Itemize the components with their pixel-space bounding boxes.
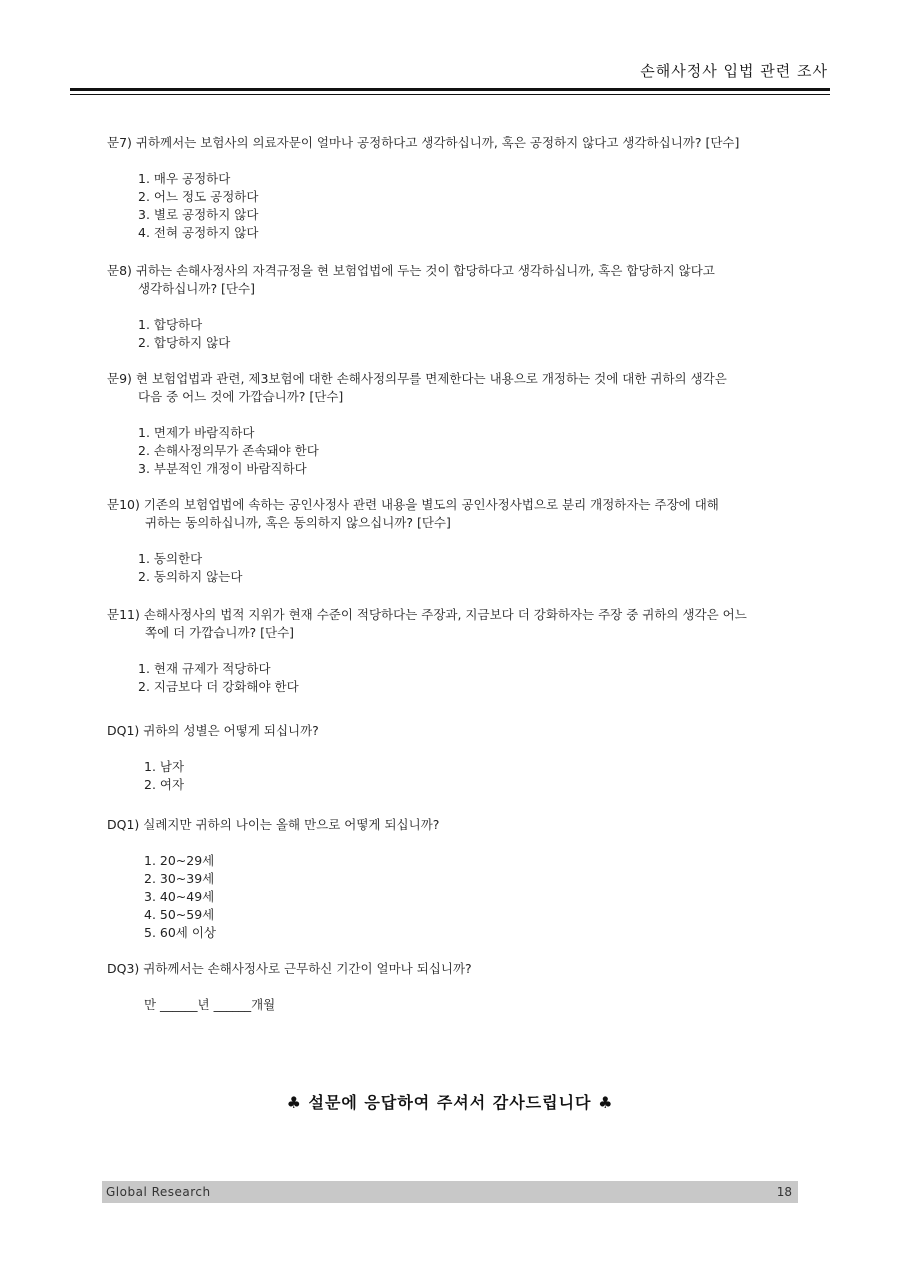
question-block [107, 816, 807, 940]
question-number: DQ1) [107, 817, 140, 832]
answer-option: 1. 남자 [144, 759, 185, 774]
question-block [107, 496, 807, 584]
question-prompt-continued: 귀하는 동의하십니까, 혹은 동의하지 않으십니까? [단수] [145, 515, 451, 530]
answer-option: 만 ______년 ______개월 [144, 997, 276, 1012]
question-text [107, 496, 807, 514]
answer-option: 1. 현재 규제가 적당하다 [138, 661, 271, 676]
answer-option: 5. 60세 이상 [144, 925, 217, 940]
answer-option: 2. 지금보다 더 강화해야 한다 [138, 679, 299, 694]
answer-option: 2. 합당하지 않다 [138, 335, 231, 350]
answer-option: 4. 전혀 공정하지 않다 [138, 225, 259, 240]
question-prompt: 귀하의 성별은 어떻게 되십니까? [143, 723, 319, 738]
question-number: DQ1) [107, 723, 140, 738]
question-prompt-continued: 쪽에 더 가깝습니까? [단수] [145, 625, 295, 640]
question-text [107, 134, 807, 152]
answer-options [144, 758, 184, 794]
answer-options [138, 660, 299, 696]
question-block [107, 262, 807, 350]
question-block [107, 134, 807, 240]
question-text [107, 960, 807, 978]
question-number: 문7) [107, 135, 132, 150]
answer-option: 3. 부분적인 개정이 바람직하다 [138, 461, 307, 476]
question-text [107, 262, 807, 280]
answer-options [144, 852, 216, 942]
question-prompt-continued: 다음 중 어느 것에 가깝습니까? [단수] [138, 389, 344, 404]
question-prompt: 현 보험업법과 관련, 제3보험에 대한 손해사정의무를 면제한다는 내용으로 개정하는 것에 대한 귀하의 생각은 [135, 371, 727, 386]
question-number: 문8) [107, 263, 132, 278]
answer-option: 1. 20~29세 [144, 853, 215, 868]
question-block [107, 722, 807, 792]
answer-option: 2. 여자 [144, 777, 185, 792]
answer-option: 2. 어느 정도 공정하다 [138, 189, 259, 204]
question-number: 문9) [107, 371, 132, 386]
answer-option: 1. 면제가 바람직하다 [138, 425, 255, 440]
answer-option: 2. 30~39세 [144, 871, 215, 886]
question-text [107, 606, 807, 624]
header-rule-thick [70, 88, 830, 91]
question-text [107, 816, 807, 834]
question-block [107, 960, 807, 1012]
question-prompt: 실례지만 귀하의 나이는 올해 만으로 어떻게 되십니까? [143, 817, 440, 832]
answer-options [138, 550, 242, 586]
answer-option: 1. 동의한다 [138, 551, 203, 566]
answer-option: 4. 50~59세 [144, 907, 215, 922]
page-number: 18 [776, 1185, 792, 1199]
answer-option: 2. 동의하지 않는다 [138, 569, 243, 584]
closing-message: ♣ 설문에 응답하여 주셔서 감사드립니다 ♣ [286, 1093, 614, 1112]
question-block [107, 606, 807, 694]
question-number: DQ3) [107, 961, 140, 976]
answer-option: 2. 손해사정의무가 존속돼야 한다 [138, 443, 319, 458]
answer-options [138, 316, 230, 352]
question-prompt: 귀하께서는 보험사의 의료자문이 얼마나 공정하다고 생각하십니까, 혹은 공정하지 않다고 생각하십니까? [단수] [135, 135, 740, 150]
answer-options [144, 996, 275, 1014]
answer-options [138, 424, 319, 478]
question-number: 문11) [107, 607, 140, 622]
page-header-title: 손해사정사 입법 관련 조사 [640, 62, 828, 80]
answer-option: 1. 합당하다 [138, 317, 203, 332]
question-prompt: 귀하께서는 손해사정사로 근무하신 기간이 얼마나 되십니까? [143, 961, 472, 976]
question-prompt-continued: 생각하십니까? [단수] [138, 281, 255, 296]
question-text [107, 722, 807, 740]
question-prompt: 손해사정사의 법적 지위가 현재 수준이 적당하다는 주장과, 지금보다 더 강화하자는 주장 중 귀하의 생각은 어느 [143, 607, 747, 622]
answer-option: 3. 40~49세 [144, 889, 215, 904]
question-prompt: 기존의 보험업법에 속하는 공인사정사 관련 내용을 별도의 공인사정사법으로 분리 개정하자는 주장에 대해 [143, 497, 719, 512]
footer-organization: Global Research [106, 1185, 211, 1199]
question-text [107, 370, 807, 388]
answer-option: 3. 별로 공정하지 않다 [138, 207, 259, 222]
question-prompt: 귀하는 손해사정사의 자격규정을 현 보험업법에 두는 것이 합당하다고 생각하십니까, 혹은 합당하지 않다고 [135, 263, 715, 278]
answer-option: 1. 매우 공정하다 [138, 171, 231, 186]
footer-bar [102, 1181, 798, 1203]
answer-options [138, 170, 258, 242]
question-number: 문10) [107, 497, 140, 512]
question-block [107, 370, 807, 476]
header-rule-thin [70, 94, 830, 95]
